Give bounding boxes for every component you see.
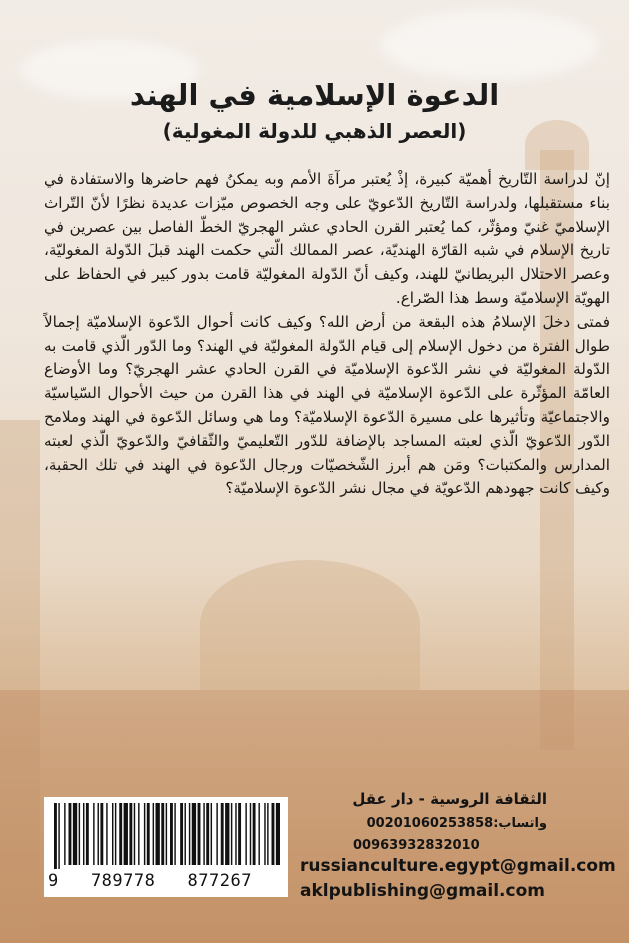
dome-silhouette <box>200 560 420 690</box>
phone-number: 00201060253858 <box>366 816 494 831</box>
barcode-bar <box>161 803 164 865</box>
barcode-bar <box>156 803 160 865</box>
barcode-bar <box>231 803 232 865</box>
barcode-bar <box>54 803 57 869</box>
barcode-bar <box>253 803 256 865</box>
blurb-paragraph: إنّ لدراسة التّاريخ أهميّة كبيرة، إذْ يُعتبر مرآةَ الأمم وبه يمكنُ فهم حاضرها والاستفادة في بناء مستقبلها، ولدراسة التّاريخ الدّعويّ على وجه الخصوص ميّزات عديدة نظرًا لأنّ التّراث الإسلاميّ غنيّ ومؤثّر، كما يُعتبر القرن الحادي عشر الهجريّ الخطّ الفاصل بين عصرين في تاريخ الإسلام في شبه القارّة الهنديّة، عصر الممالك الّتي حكمت الهند قبلَ الدّولة المغوليّة، وعصر الاحتلال البريطانيّ للهند، وكيف أنّ الدّولة المغوليّة قامت بدور كبير في الحفاظ على الهويّة الإسلاميّة وسط هذا الصّراع. <box>44 170 610 307</box>
blurb-paragraph: فمتى دخلَ الإسلامُ هذه البقعة من أرض الله؟ وكيف كانت أحوال الدّعوة الإسلاميّة إجمالاً طوال الفترة من دخول الإسلام إلى قيام الدّولة المغوليّة في الهند؟ وما الدّور الّذي قامت به الدّولة المغوليّة في نشر الدّعوة الإسلاميّة في القرن الحادي عشر الهجريّ؟ وما الأوضاع العامّة المؤثّرة على الدّعوة الإسلاميّة في الهند في هذا القرن من حيث الأحوال السّياسيّة والاجتماعيّة وتأثيرها على مسيرة الدّعوة الإسلاميّة؟ وما هي وسائل الدّعوة في الهند وملامح الدّور الدّعويّ الّذي لعبته المساجد بالإضافة للدّور التّعليميّ والثّقافيّ والدّعويّ الّذي لعبته المدارس والمكتبات؟ ومَن هم أبرز الشّخصيّات ورجال الدّعوة في الهند في تلك الحقبة، وكيف كانت جهودهم الدّعويّة في مجال نشر الدّعوة الإسلاميّة؟ <box>44 312 610 498</box>
book-subtitle: (العصر الذهبي للدولة المغولية) <box>162 119 467 143</box>
back-cover-blurb <box>44 168 610 501</box>
barcode-bar <box>138 803 139 865</box>
barcode-bar <box>180 803 183 865</box>
barcode-bar <box>124 803 128 865</box>
barcode-bar <box>106 803 107 865</box>
barcode-bar <box>112 803 113 865</box>
barcode-bar <box>147 803 150 865</box>
barcode-bar <box>216 803 217 865</box>
barcode-bar <box>79 803 80 865</box>
whatsapp-line <box>367 816 547 831</box>
barcode-bar <box>129 803 132 865</box>
barcode-bar <box>238 803 241 865</box>
barcode-bar <box>115 803 116 865</box>
publisher-name: الثقافة الروسية - دار عقل <box>352 790 547 808</box>
barcode-bar <box>203 803 204 865</box>
barcode-bar <box>86 803 89 865</box>
barcode-bar <box>225 803 229 865</box>
barcode-bar <box>185 803 186 865</box>
barcode-bar <box>192 803 196 865</box>
barcode-bar <box>174 803 175 865</box>
phone-number: 00963932832010 <box>353 838 480 853</box>
barcode-bar <box>144 803 145 865</box>
barcode-bar <box>170 803 173 865</box>
cloud-decoration <box>380 10 600 80</box>
barcode-bar <box>258 803 259 865</box>
whatsapp-label: واتساب: <box>493 816 547 831</box>
barcode-bar <box>69 803 72 865</box>
barcode-bar <box>64 803 65 865</box>
barcode-bar <box>206 803 209 865</box>
barcode-bar <box>166 803 167 865</box>
barcode-bar <box>272 803 275 865</box>
barcode-bar <box>93 803 94 865</box>
email-address[interactable]: russianculture.egypt@gmail.com <box>300 856 616 876</box>
barcode-bar <box>100 803 103 865</box>
barcode-bar <box>83 803 84 865</box>
barcode-bar <box>267 803 268 865</box>
barcode-bars <box>54 803 280 869</box>
email-address[interactable]: aklpublishing@gmail.com <box>300 881 545 901</box>
barcode-bar <box>134 803 135 865</box>
barcode-bar <box>98 803 99 865</box>
barcode-bar <box>58 803 59 869</box>
barcode-bar <box>235 803 236 865</box>
barcode-bar <box>189 803 190 865</box>
barcode-bar <box>119 803 122 865</box>
barcode-bar <box>73 803 77 865</box>
barcode-bar <box>276 803 280 865</box>
barcode-bar <box>245 803 246 865</box>
book-title: الدعوة الإسلامية في الهند <box>129 78 500 112</box>
barcode-bar <box>250 803 251 865</box>
barcode-bar <box>198 803 201 865</box>
barcode-bar <box>221 803 224 865</box>
isbn-barcode <box>44 797 288 897</box>
barcode-bar <box>264 803 265 865</box>
barcode-bar <box>211 803 212 865</box>
barcode-bar <box>153 803 154 865</box>
barcode-digits: 9 789778 877267 <box>48 871 252 891</box>
